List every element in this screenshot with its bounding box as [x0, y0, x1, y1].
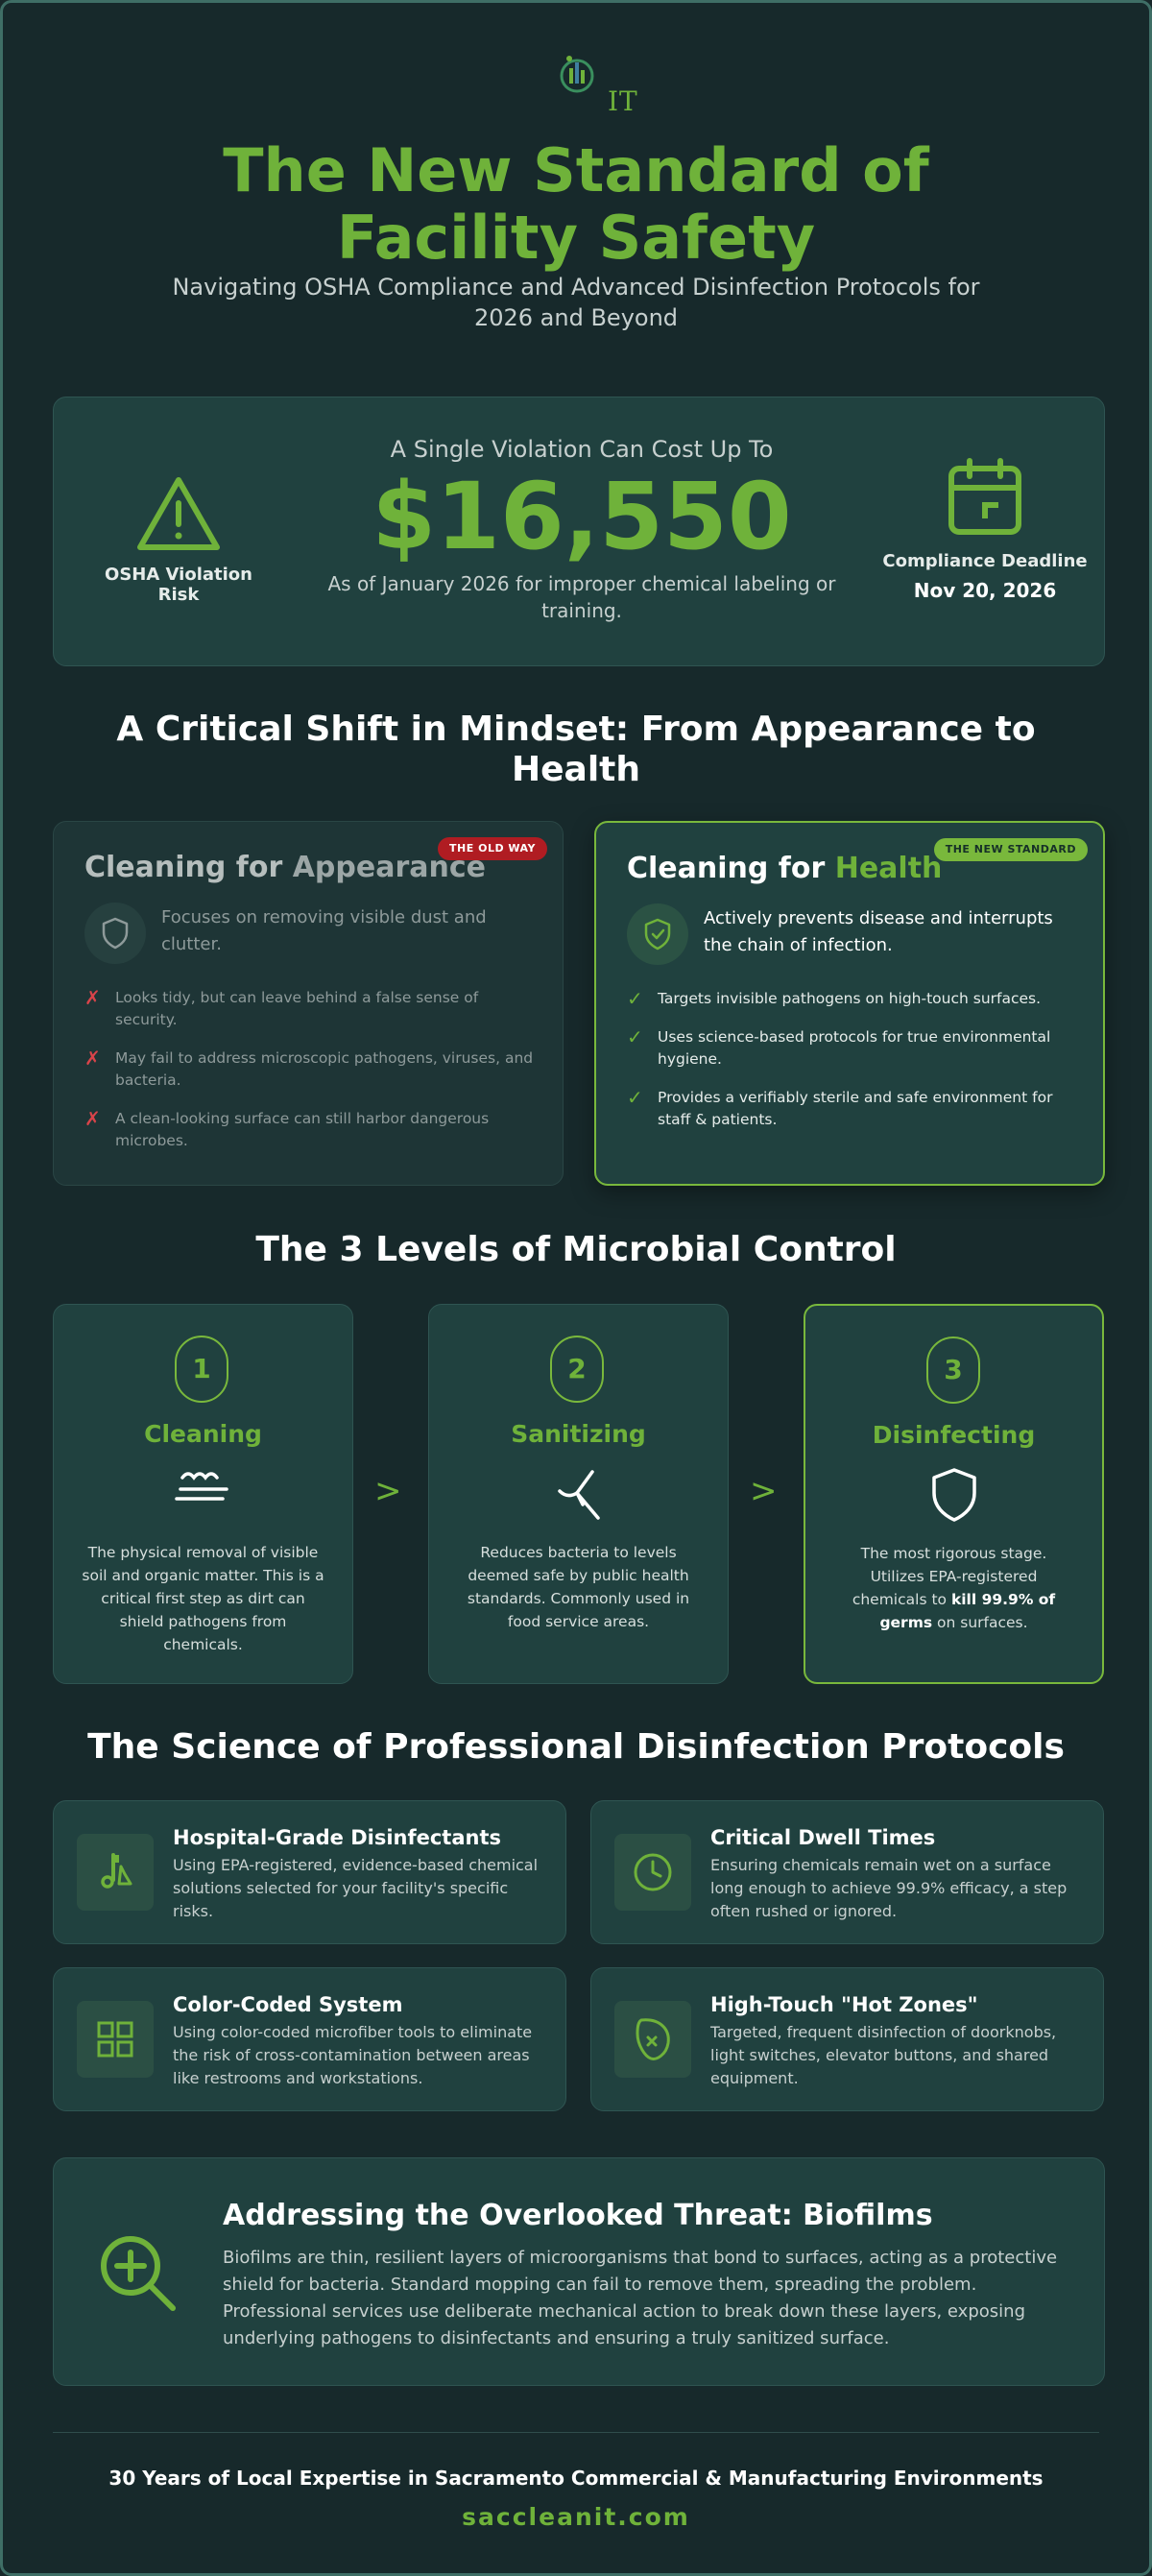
footer-tagline: 30 Years of Local Expertise in Sacramento Commercial & Manufacturing Environments	[108, 2467, 1044, 2490]
list-item: ✓ Targets invisible pathogens on high-touch surfaces.	[627, 987, 1042, 1010]
level-card-disinfecting	[804, 1304, 1104, 1684]
science-card-disinfectants	[53, 1800, 566, 1944]
old-way-title-accent: Appearance	[292, 851, 487, 884]
checkmark-icon: ✓	[627, 1025, 643, 1048]
biofilm-title: Addressing the Overlooked Threat: Biofilms	[223, 2199, 933, 2232]
cross-icon: ✗	[84, 1047, 101, 1070]
level-name: Cleaning	[144, 1420, 262, 1448]
level-name: Disinfecting	[872, 1421, 1036, 1449]
page-title: The New Standard of Facility Safety	[223, 135, 929, 273]
science-card-dwell-times	[590, 1800, 1104, 1944]
science-card-title: Critical Dwell Times	[710, 1826, 936, 1849]
science-card-description: Targeted, frequent disinfection of doorknobs, light switches, elevator buttons, and shared equipment.	[710, 2023, 1057, 2087]
footer-divider	[53, 2432, 1099, 2433]
violation-cost-block	[323, 436, 841, 624]
old-way-title: Cleaning for Appearance	[84, 851, 487, 884]
list-item: ✗ May fail to address microscopic pathogens, viruses, and bacteria.	[84, 1047, 534, 1089]
violation-cost-note: As of January 2026 for improper chemical labeling or training.	[327, 572, 836, 622]
compliance-deadline-date: Nov 20, 2026	[913, 579, 1057, 602]
osha-risk-label: OSHA Violation Risk	[105, 565, 252, 605]
level-description: Reduces bacteria to levels deemed safe by public health standards. Commonly used in food service areas.	[467, 1544, 690, 1630]
level-arrow-icon: >	[750, 1472, 778, 1510]
list-item: ✗ A clean-looking surface can still harbor dangerous microbes.	[84, 1107, 490, 1149]
shield-icon	[805, 1467, 1102, 1525]
level-card-cleaning	[53, 1304, 353, 1684]
list-item: ✓ Uses science-based protocols for true environmental hygiene.	[627, 1025, 1051, 1068]
new-standard-title: Cleaning for Health	[627, 852, 943, 885]
footer-url-link[interactable]: saccleanit.com	[462, 2503, 690, 2531]
mindset-section-title: A Critical Shift in Mindset: From Appearance to Health	[116, 710, 1036, 789]
calendar-icon	[947, 457, 1023, 538]
science-card-color-coded	[53, 1967, 566, 2111]
new-standard-title-accent: Health	[834, 852, 943, 885]
level-number: 3	[926, 1336, 980, 1404]
logo	[3, 45, 1149, 122]
osha-risk-block	[83, 474, 275, 605]
level-description: The most rigorous stage. Utilizes EPA-registered chemicals to kill 99.9% of germs on surfaces.	[852, 1545, 1056, 1631]
old-way-badge: THE OLD WAY	[438, 837, 547, 860]
checkmark-icon: ✓	[627, 987, 643, 1010]
science-card-description: Using EPA-registered, evidence-based chemical solutions selected for your facility's specific risks.	[173, 1856, 539, 1920]
new-standard-points	[627, 988, 1074, 1147]
level-description: The physical removal of visible soil and organic matter. This is a critical first step as dirt can shield pathogens from chemicals.	[82, 1544, 324, 1653]
science-card-title: Hospital-Grade Disinfectants	[173, 1826, 502, 1849]
warning-triangle-icon	[134, 474, 223, 553]
science-card-title: Color-Coded System	[173, 1993, 403, 2016]
cross-icon: ✗	[84, 1107, 101, 1130]
violation-cost-lead: A Single Violation Can Cost Up To	[390, 436, 774, 463]
levels-section-title: The 3 Levels of Microbial Control	[255, 1230, 897, 1269]
touch-zone-icon	[614, 2001, 691, 2078]
science-card-description: Using color-coded microfiber tools to eliminate the risk of cross-contamination between areas like restrooms and workstations.	[173, 2023, 533, 2087]
biofilm-description: Biofilms are thin, resilient layers of microorganisms that bond to surfaces, acting as a protective shield for bacteria. Standard mopping can fail to remove them, spreading the problem. Professional services use deliberate mechanical action to break down these layers, exposing underlying pathogens to disinfectants and ensuring a truly sanitized surface.	[223, 2248, 1058, 2348]
violation-cost-amount: $16,550	[372, 463, 792, 570]
violation-cost-card	[53, 397, 1105, 666]
shield-check-icon	[627, 903, 688, 965]
level-description-highlight: kill 99.9% of germs	[879, 1591, 1056, 1631]
logo-icon	[556, 49, 598, 95]
flask-icon	[77, 1834, 154, 1911]
clock-icon	[614, 1834, 691, 1911]
biofilm-card	[53, 2157, 1105, 2386]
science-section-title: The Science of Professional Disinfection Protocols	[87, 1727, 1065, 1767]
science-card-description: Ensuring chemicals remain wet on a surface long enough to achieve 99.9% efficacy, a step often rushed or ignored.	[710, 1856, 1068, 1920]
new-standard-description: Actively prevents disease and interrupts the chain of infection.	[704, 908, 1053, 955]
compliance-deadline-label: Compliance Deadline	[882, 551, 1088, 571]
science-card-title: High-Touch "Hot Zones"	[710, 1993, 978, 2016]
new-standard-card	[594, 821, 1105, 1186]
shield-outline-icon	[84, 903, 146, 964]
level-number: 2	[550, 1336, 604, 1403]
page-subtitle: Navigating OSHA Compliance and Advanced Disinfection Protocols for 2026 and Beyond	[172, 274, 980, 331]
checkmark-icon: ✓	[627, 1086, 643, 1109]
wipe-icon	[54, 1466, 352, 1524]
old-way-card	[53, 821, 564, 1186]
spray-icon	[429, 1466, 728, 1524]
old-way-description: Focuses on removing visible dust and clutter.	[161, 907, 487, 954]
cross-icon: ✗	[84, 986, 101, 1009]
compliance-deadline-block	[879, 457, 1091, 602]
magnifier-plus-icon	[96, 2231, 180, 2320]
list-item: ✗ Looks tidy, but can leave behind a false sense of security.	[84, 986, 479, 1028]
science-card-hot-zones	[590, 1967, 1104, 2111]
logo-text: IT	[608, 85, 638, 117]
level-arrow-icon: >	[374, 1472, 402, 1510]
level-card-sanitizing	[428, 1304, 729, 1684]
level-number: 1	[175, 1336, 228, 1403]
grid-icon	[77, 2001, 154, 2078]
new-standard-badge: THE NEW STANDARD	[934, 838, 1088, 861]
old-way-points	[84, 987, 534, 1168]
list-item: ✓ Provides a verifiably sterile and safe environment for staff & patients.	[627, 1086, 1053, 1128]
level-name: Sanitizing	[511, 1420, 646, 1448]
